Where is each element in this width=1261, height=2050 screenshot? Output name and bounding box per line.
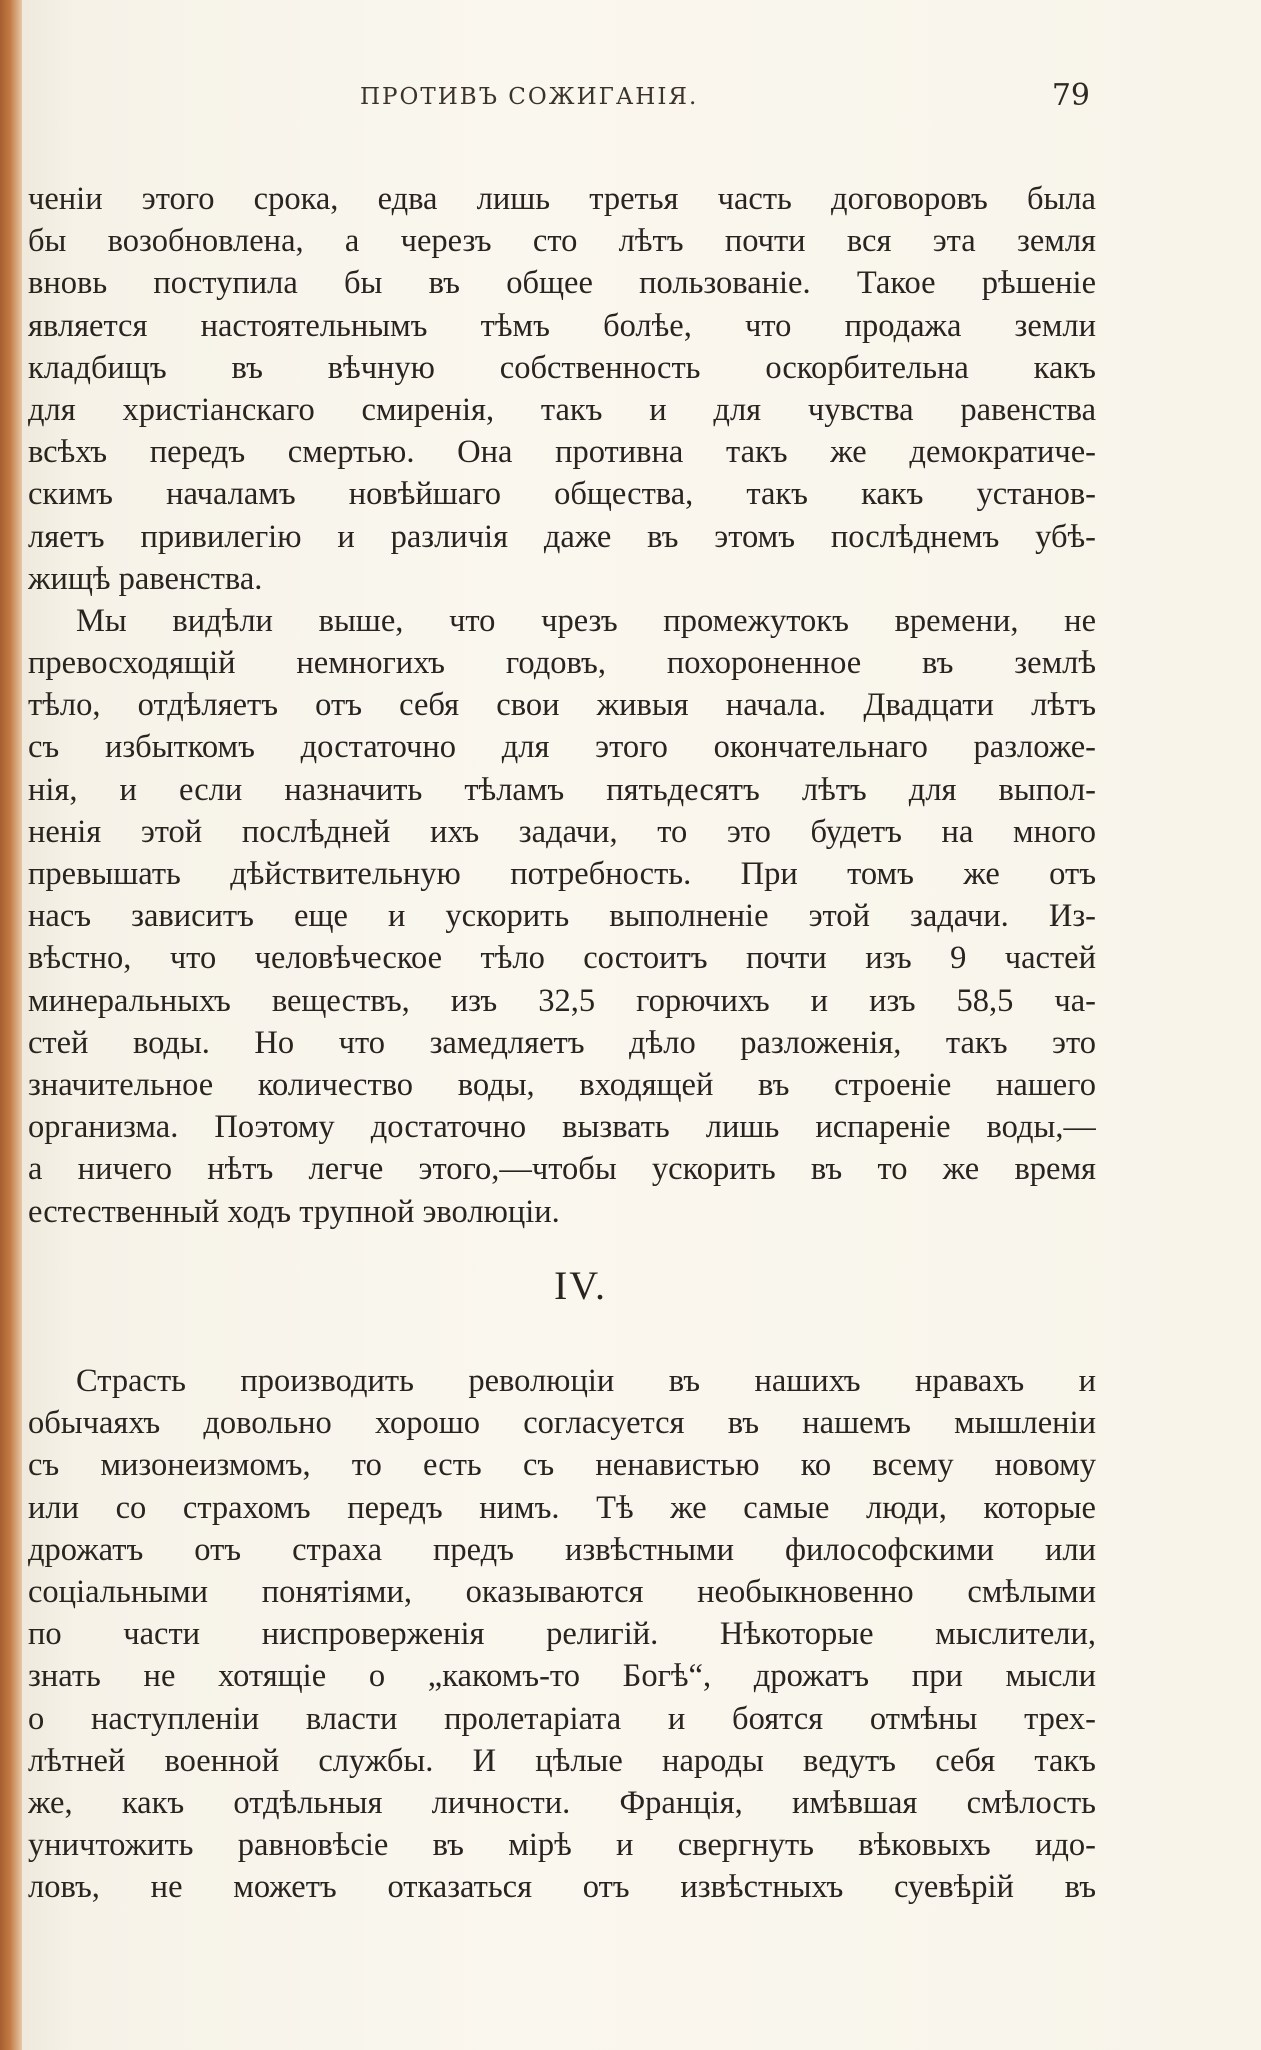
text-line: ляетъ привилегію и различія даже въ этомъ послѣднемъ убѣ- bbox=[28, 518, 1096, 555]
text-line: ненія этой послѣдней ихъ задачи, то это будетъ на много bbox=[28, 813, 1096, 850]
paragraph bbox=[28, 1360, 1096, 1908]
text-line: вновь поступила бы въ общее пользованіе. Такое рѣшеніе bbox=[28, 265, 1096, 302]
body-text-top bbox=[28, 178, 1096, 1233]
paragraph-continued bbox=[28, 178, 1096, 600]
text-line: кладбищъ въ вѣчную собственность оскорбительна какъ bbox=[28, 349, 1096, 386]
text-line: знать не хотящіе о „какомъ-то Богѣ“, дрожатъ при мысли bbox=[28, 1658, 1096, 1695]
text-line: или со страхомъ передъ нимъ. Тѣ же самые люди, которые bbox=[28, 1489, 1096, 1526]
text-line: съ избыткомъ достаточно для этого окончательнаго разложе- bbox=[28, 729, 1096, 766]
section-heading: IV. bbox=[553, 1263, 608, 1308]
text-line: дрожатъ отъ страха предъ извѣстными философскими или bbox=[28, 1531, 1096, 1568]
text-line: соціальными понятіями, оказываются необыкновенно смѣлыми bbox=[28, 1573, 1096, 1610]
text-line: для христіанскаго смиренія, такъ и для чувства равенства bbox=[28, 391, 1096, 428]
page-binding-edge bbox=[0, 0, 22, 2050]
text-line: Мы видѣли выше, что чрезъ промежутокъ времени, не bbox=[76, 602, 1096, 639]
text-line: естественный ходъ трупной эволюціи. bbox=[28, 1193, 560, 1230]
text-line: лѣтней военной службы. И цѣлые народы ведутъ себя такъ bbox=[28, 1742, 1096, 1779]
text-line: обычаяхъ довольно хорошо согласуется въ нашемъ мышленіи bbox=[28, 1405, 1096, 1442]
text-line: нія, и если назначить тѣламъ пятьдесятъ лѣтъ для выпол- bbox=[28, 771, 1096, 808]
text-line: насъ зависитъ еще и ускорить выполненіе этой задачи. Из- bbox=[28, 898, 1096, 935]
text-line: превышать дѣйствительную потребность. При томъ же отъ bbox=[28, 856, 1096, 892]
text-line: ченіи этого срока, едва лишь третья часть договоровъ была bbox=[28, 181, 1096, 217]
text-line: бы возобновлена, а черезъ сто лѣтъ почти вся эта земля bbox=[28, 223, 1096, 260]
text-line: всѣхъ передъ смертью. Она противна такъ же демократиче- bbox=[28, 434, 1096, 471]
text-line: скимъ началамъ новѣйшаго общества, такъ какъ установ- bbox=[28, 476, 1096, 513]
text-line: минеральныхъ веществъ, изъ 32,5 горючихъ и изъ 58,5 ча- bbox=[28, 982, 1096, 1019]
text-line: ловъ, не можетъ отказаться отъ извѣстныхъ суевѣрій въ bbox=[28, 1869, 1096, 1906]
text-line: а ничего нѣтъ легче этого,—чтобы ускорить въ то же время bbox=[28, 1151, 1096, 1188]
text-line: о наступленіи власти пролетаріата и боятся отмѣны трех- bbox=[28, 1700, 1096, 1737]
text-line: Страсть производить революціи въ нашихъ нравахъ и bbox=[76, 1363, 1096, 1399]
text-line: же, какъ отдѣльныя личности. Франція, имѣвшая смѣлость bbox=[28, 1784, 1096, 1821]
text-line: тѣло, отдѣляетъ отъ себя свои живыя начала. Двадцати лѣтъ bbox=[28, 687, 1096, 724]
text-line: организма. Поэтому достаточно вызвать лишь испареніе воды,— bbox=[28, 1109, 1096, 1146]
page-number: 79 bbox=[1051, 78, 1090, 113]
body-text-bottom bbox=[28, 1360, 1096, 1908]
text-line: по части ниспроверженія религій. Нѣкоторые мыслители, bbox=[28, 1616, 1096, 1653]
text-line: уничтожить равновѣсіе въ мірѣ и свергнуть вѣковыхъ идо- bbox=[28, 1827, 1096, 1864]
text-line: вѣстно, что человѣческое тѣло состоитъ почти изъ 9 частей bbox=[28, 940, 1096, 977]
text-line: жищѣ равенства. bbox=[28, 560, 263, 597]
text-line: является настоятельнымъ тѣмъ болѣе, что продажа земли bbox=[28, 307, 1096, 344]
text-line: съ мизонеизмомъ, то есть съ ненавистью ко всему новому bbox=[28, 1447, 1096, 1484]
page-header bbox=[30, 78, 1090, 118]
text-line: значительное количество воды, входящей въ строеніе нашего bbox=[28, 1066, 1096, 1103]
text-line: превосходящій немногихъ годовъ, похороненное въ землѣ bbox=[28, 645, 1096, 682]
text-line: стей воды. Но что замедляетъ дѣло разложенія, такъ это bbox=[28, 1024, 1096, 1061]
running-head: ПРОТИВЪ СОЖИГАНІЯ. bbox=[360, 84, 699, 110]
paragraph bbox=[28, 600, 1096, 1233]
